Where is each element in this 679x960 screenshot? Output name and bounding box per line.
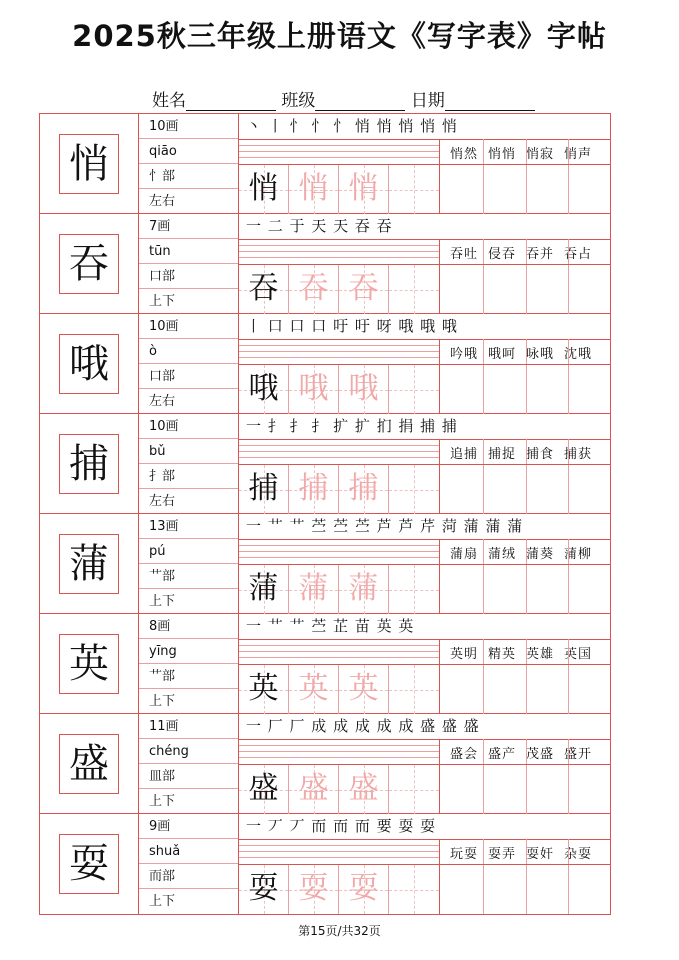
stroke-order: 一 丆 丆 而 而 而 要 耍 耍 (246, 817, 437, 835)
model-character: 耍 (59, 834, 119, 894)
model-cell: 英 (239, 665, 289, 714)
word-item: 蒲绒 (488, 547, 517, 562)
stroke-order: 一 艹 艹 苎 苎 苎 芦 芦 芹 菏 蒲 蒲 蒲 (246, 517, 524, 535)
trace-cell: 吞 (339, 265, 389, 314)
writing-grid (239, 364, 439, 414)
word-list (439, 239, 610, 314)
model-cell: 盛 (239, 765, 289, 814)
model-character: 捕 (59, 434, 119, 494)
stroke-count: 10画 (139, 414, 238, 439)
word-item: 杂耍 (564, 847, 593, 862)
model-cell: 耍 (239, 865, 289, 914)
word-list (439, 339, 610, 414)
character-meta (139, 814, 239, 914)
stroke-order: 一 二 于 天 天 吞 吞 (246, 217, 393, 235)
word-list (439, 139, 610, 214)
trace-cell: 捕 (289, 465, 339, 514)
word-item: 精英 (488, 647, 517, 662)
word-item: 盛会 (450, 747, 479, 762)
word-item: 蒲柳 (564, 547, 593, 562)
pinyin: qiāo (139, 139, 238, 164)
word-item: 英雄 (526, 647, 555, 662)
character-row (40, 514, 610, 614)
word-item: 咏哦 (526, 347, 555, 362)
word-item: 英国 (564, 647, 593, 662)
writing-grid (239, 564, 439, 614)
pinyin-lines (239, 339, 439, 364)
pinyin: ò (139, 339, 238, 364)
practice-cell (389, 165, 439, 214)
trace-cell: 悄 (289, 165, 339, 214)
trace-cell: 悄 (339, 165, 389, 214)
model-character: 蒲 (59, 534, 119, 594)
word-item: 沈哦 (564, 347, 593, 362)
trace-cell: 蒲 (289, 565, 339, 614)
word-list (439, 839, 610, 914)
pinyin-lines (239, 139, 439, 164)
name-blank (186, 92, 276, 111)
stroke-count: 7画 (139, 214, 238, 239)
structure: 左右 (149, 494, 176, 509)
word-item: 玩耍 (450, 847, 479, 862)
word-item: 耍奸 (526, 847, 555, 862)
model-character-cell (40, 814, 139, 914)
character-row (40, 714, 610, 814)
stroke-count: 13画 (139, 514, 238, 539)
practice-cell (389, 565, 439, 614)
structure: 上下 (149, 694, 176, 709)
radical: 忄部 (139, 164, 238, 189)
practice-cell (389, 865, 439, 914)
word-item: 捕食 (526, 447, 555, 462)
character-row (40, 314, 610, 414)
stroke-order: 丶 丨 忄 忄 忄 悄 悄 悄 悄 悄 (246, 117, 458, 135)
pinyin: tūn (139, 239, 238, 264)
writing-grid (239, 764, 439, 814)
stroke-order: 一 扌 扌 扌 扩 扩 扪 捐 捕 捕 (246, 417, 458, 435)
date-blank (445, 92, 535, 111)
model-character-cell (40, 114, 139, 213)
page-number: 第15页/共32页 (298, 924, 381, 938)
structure: 左右 (149, 194, 176, 209)
stroke-count: 11画 (139, 714, 238, 739)
trace-cell: 吞 (289, 265, 339, 314)
writing-grid (239, 664, 439, 714)
radical: 口部 (139, 364, 238, 389)
model-cell: 哦 (239, 365, 289, 414)
character-row (40, 214, 610, 314)
word-item: 吞占 (564, 247, 593, 262)
pinyin: yīng (139, 639, 238, 664)
stroke-count: 9画 (139, 814, 238, 839)
word-item: 悄悄 (488, 147, 517, 162)
word-item: 悄寂 (526, 147, 555, 162)
pinyin-lines (239, 539, 439, 564)
practice-cell (389, 665, 439, 714)
trace-cell: 哦 (339, 365, 389, 414)
structure: 上下 (149, 894, 176, 909)
structure: 上下 (149, 794, 176, 809)
word-item: 茂盛 (526, 747, 555, 762)
radical: 口部 (139, 264, 238, 289)
pinyin: pú (139, 539, 238, 564)
word-item: 吞吐 (450, 247, 479, 262)
stroke-order: 一 艹 艹 苎 芷 苗 英 英 (246, 617, 415, 635)
name-label: 姓名 (152, 91, 186, 111)
pinyin: bǔ (139, 439, 238, 464)
word-item: 悄然 (450, 147, 479, 162)
structure: 上下 (149, 594, 176, 609)
character-meta (139, 114, 239, 213)
character-meta (139, 214, 239, 313)
word-item: 英明 (450, 647, 479, 662)
model-cell: 吞 (239, 265, 289, 314)
writing-grid (239, 164, 439, 214)
word-list (439, 439, 610, 514)
stroke-order: 一 厂 厂 成 成 成 成 成 盛 盛 盛 (246, 717, 480, 735)
character-row (40, 114, 610, 214)
model-character-cell (40, 214, 139, 313)
character-row (40, 814, 610, 914)
trace-cell: 英 (339, 665, 389, 714)
pinyin-lines (239, 239, 439, 264)
student-info-line (152, 86, 535, 111)
date-label: 日期 (410, 91, 445, 111)
character-meta (139, 514, 239, 613)
pinyin-lines (239, 639, 439, 664)
writing-grid (239, 464, 439, 514)
word-item: 盛开 (564, 747, 593, 762)
model-cell: 悄 (239, 165, 289, 214)
character-meta (139, 414, 239, 513)
word-list (439, 739, 610, 814)
word-item: 吞并 (526, 247, 555, 262)
structure: 左右 (149, 394, 176, 409)
word-list (439, 639, 610, 714)
model-character-cell (40, 314, 139, 413)
practice-sheet (39, 113, 611, 915)
practice-cell (389, 265, 439, 314)
radical: 而部 (139, 864, 238, 889)
model-character-cell (40, 414, 139, 513)
writing-grid (239, 864, 439, 914)
trace-cell: 耍 (289, 865, 339, 914)
model-character: 盛 (59, 734, 119, 794)
structure: 上下 (149, 294, 176, 309)
word-item: 捕获 (564, 447, 593, 462)
writing-grid (239, 264, 439, 314)
word-item: 捕捉 (488, 447, 517, 462)
pinyin-lines (239, 839, 439, 864)
word-item: 追捕 (450, 447, 479, 462)
model-character-cell (40, 514, 139, 613)
practice-cell (389, 365, 439, 414)
stroke-count: 8画 (139, 614, 238, 639)
stroke-count: 10画 (139, 114, 238, 139)
model-character: 悄 (59, 134, 119, 194)
character-meta (139, 614, 239, 713)
word-item: 侵吞 (488, 247, 517, 262)
word-item: 哦呵 (488, 347, 517, 362)
practice-cell (389, 465, 439, 514)
stroke-order: 丨 口 口 口 吁 吁 呀 哦 哦 哦 (246, 317, 458, 335)
word-item: 耍弄 (488, 847, 517, 862)
class-blank (315, 92, 405, 111)
pinyin: shuǎ (139, 839, 238, 864)
stroke-count: 10画 (139, 314, 238, 339)
trace-cell: 盛 (339, 765, 389, 814)
model-character-cell (40, 614, 139, 713)
character-meta (139, 314, 239, 413)
page-title: 2025秋三年级上册语文《写字表》字帖 (72, 19, 607, 53)
word-item: 盛产 (488, 747, 517, 762)
class-label: 班级 (281, 91, 316, 111)
radical: 艹部 (139, 664, 238, 689)
trace-cell: 蒲 (339, 565, 389, 614)
pinyin-lines (239, 439, 439, 464)
trace-cell: 哦 (289, 365, 339, 414)
model-cell: 捕 (239, 465, 289, 514)
word-item: 蒲葵 (526, 547, 555, 562)
trace-cell: 耍 (339, 865, 389, 914)
radical: 艹部 (139, 564, 238, 589)
model-character: 哦 (59, 334, 119, 394)
model-character: 英 (59, 634, 119, 694)
word-item: 蒲扇 (450, 547, 479, 562)
pinyin-lines (239, 739, 439, 764)
character-row (40, 614, 610, 714)
character-row (40, 414, 610, 514)
pinyin: chéng (139, 739, 238, 764)
model-character: 吞 (59, 234, 119, 294)
trace-cell: 捕 (339, 465, 389, 514)
radical: 扌部 (139, 464, 238, 489)
character-meta (139, 714, 239, 813)
trace-cell: 英 (289, 665, 339, 714)
word-list (439, 539, 610, 614)
model-cell: 蒲 (239, 565, 289, 614)
radical: 皿部 (139, 764, 238, 789)
trace-cell: 盛 (289, 765, 339, 814)
model-character-cell (40, 714, 139, 813)
practice-cell (389, 765, 439, 814)
word-item: 吟哦 (450, 347, 479, 362)
word-item: 悄声 (564, 147, 593, 162)
